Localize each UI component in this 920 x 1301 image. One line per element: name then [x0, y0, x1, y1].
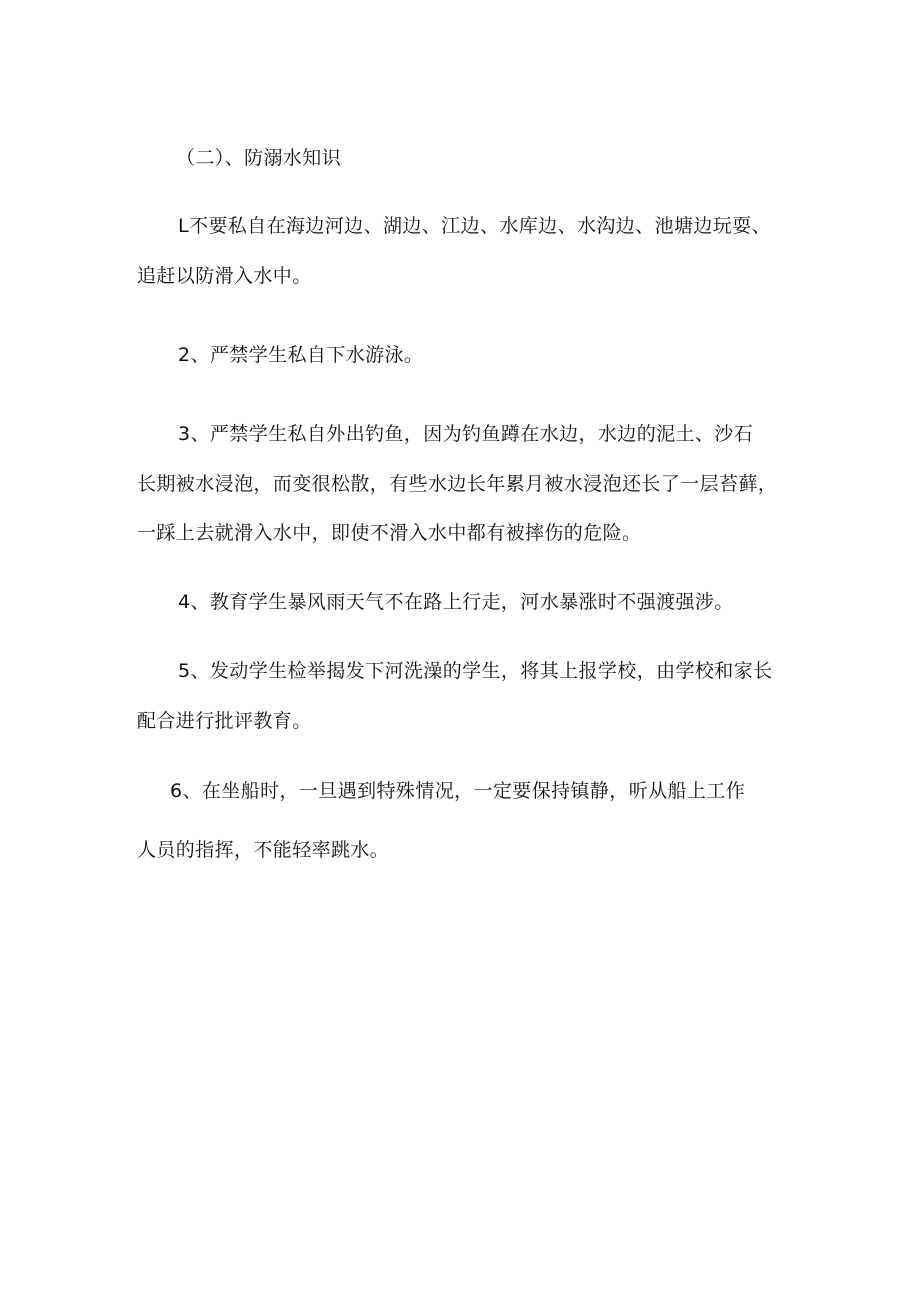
paragraph-5-line-1: 5、发动学生检举揭发下河洗澡的学生，将其上报学校，由学校和家长 — [178, 660, 773, 682]
paragraph-1-line-2: 追赶以防滑入水中。 — [137, 265, 312, 287]
section-heading: （二）、防溺水知识 — [176, 147, 342, 169]
paragraph-3-line-1: 3、严禁学生私自外出钓鱼，因为钓鱼蹲在水边，水边的泥土、沙石 — [178, 423, 754, 445]
paragraph-1-line-1: L不要私自在海边河边、湖边、江边、水库边、水沟边、池塘边玩耍、 — [178, 215, 771, 237]
paragraph-6-line-2: 人员的指挥，不能轻率跳水。 — [137, 839, 390, 861]
paragraph-3-line-2: 长期被水浸泡，而变很松散，有些水边长年累月被水浸泡还长了一层苔藓， — [137, 473, 778, 495]
paragraph-6-line-1: 6、在坐船时，一旦遇到特殊情况，一定要保持镇静，听从船上工作 — [170, 780, 746, 802]
paragraph-4-line-1: 4、教育学生暴风雨天气不在路上行走，河水暴涨时不强渡强涉。 — [178, 591, 734, 613]
paragraph-5-line-2: 配合进行批评教育。 — [137, 710, 312, 732]
paragraph-3-line-3: 一踩上去就滑入水中，即使不滑入水中都有被摔伤的危险。 — [137, 522, 642, 544]
paragraph-2-line-1: 2、严禁学生私自下水游泳。 — [178, 344, 424, 366]
